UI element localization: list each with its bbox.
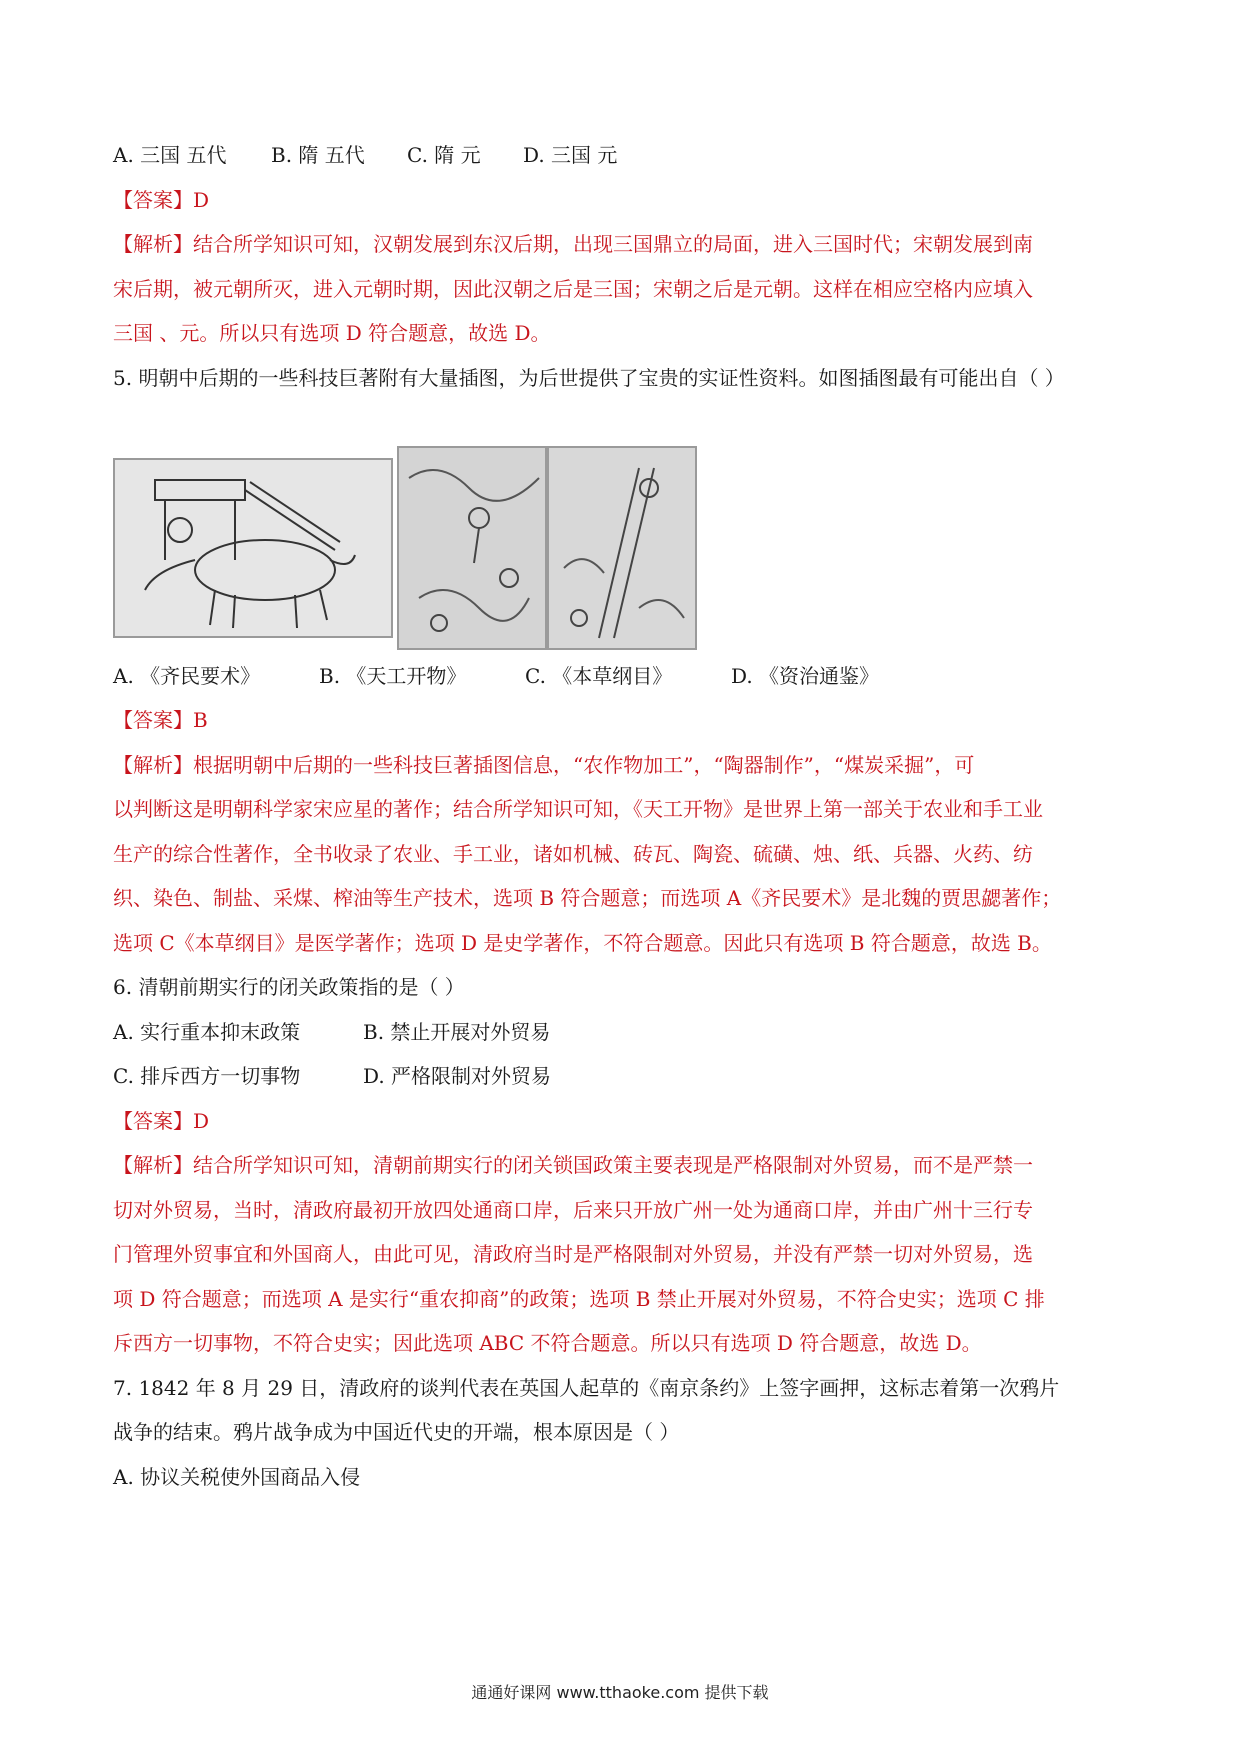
answer-tag: 【答案】 bbox=[113, 188, 193, 212]
q6-options-row2 bbox=[113, 1063, 551, 1089]
analysis-text: 结合所学知识可知，清朝前期实行的闭关锁国政策主要表现是严格限制对外贸易，而不是严禁一 bbox=[193, 1153, 1033, 1177]
q6-analysis-line bbox=[113, 1152, 1033, 1178]
q7-stem-line: 战争的结束。鸦片战争成为中国近代史的开端，根本原因是（ ） bbox=[113, 1420, 680, 1444]
illustration-pottery bbox=[397, 446, 547, 650]
q6-option-a: A. 实行重本抑末政策 bbox=[113, 1020, 301, 1044]
q4-option-c: C. 隋 元 bbox=[407, 143, 481, 167]
illustration-agriculture bbox=[113, 458, 393, 638]
q6-analysis-line: 项 D 符合题意；而选项 A 是实行“重农抑商”的政策；选项 B 禁止开展对外贸易，不符合史实；选项 C 排 bbox=[113, 1287, 1045, 1311]
q5-analysis-line: 生产的综合性著作，全书收录了农业、手工业，诸如机械、砖瓦、陶瓷、硫磺、烛、纸、兵器、火药、纺 bbox=[113, 842, 1033, 866]
analysis-tag: 【解析】 bbox=[113, 232, 193, 256]
q6-stem: 6. 清朝前期实行的闭关政策指的是（ ） bbox=[113, 975, 465, 999]
answer-tag: 【答案】 bbox=[113, 708, 193, 732]
coal-mining-drawing bbox=[549, 448, 695, 648]
q5-answer bbox=[113, 707, 208, 733]
q4-analysis-line: 宋后期，被元朝所灭，进入元朝时期，因此汉朝之后是三国；宋朝之后是元朝。这样在相应空格内应填入 bbox=[113, 277, 1033, 301]
answer-value: D bbox=[193, 1109, 210, 1133]
q5-analysis-line: 以判断这是明朝科学家宋应星的著作；结合所学知识可知，《天工开物》是世界上第一部关于农业和手工业 bbox=[113, 797, 1043, 821]
q5-analysis-line: 织、染色、制盐、采煤、榨油等生产技术，选项 B 符合题意；而选项 A《齐民要术》是北魏的贾思勰著作； bbox=[113, 886, 1062, 910]
q6-analysis-line: 斥西方一切事物，不符合史实；因此选项 ABC 不符合题意。所以只有选项 D 符合题意，故选 D。 bbox=[113, 1331, 982, 1355]
analysis-tag: 【解析】 bbox=[113, 753, 193, 777]
q5-option-c: C. 《本草纲目》 bbox=[525, 664, 673, 688]
q5-option-d: D. 《资治通鉴》 bbox=[731, 664, 880, 688]
q5-option-a: A. 《齐民要术》 bbox=[113, 664, 261, 688]
q5-analysis-line: 选项 C《本草纲目》是医学著作；选项 D 是史学著作，不符合题意。因此只有选项 B 符合题意，故选 B。 bbox=[113, 931, 1052, 955]
q4-answer bbox=[113, 187, 209, 213]
q4-option-a: A. 三国 五代 bbox=[113, 143, 227, 167]
q6-option-d: D. 严格限制对外贸易 bbox=[363, 1064, 552, 1088]
q5-option-b: B. 《天工开物》 bbox=[319, 664, 467, 688]
answer-value: D bbox=[193, 188, 210, 212]
analysis-text: 结合所学知识可知，汉朝发展到东汉后期，出现三国鼎立的局面，进入三国时代；宋朝发展到南 bbox=[193, 232, 1033, 256]
q6-option-b: B. 禁止开展对外贸易 bbox=[363, 1020, 551, 1044]
ox-millstone-drawing bbox=[115, 460, 391, 636]
q6-option-c: C. 排斥西方一切事物 bbox=[113, 1064, 301, 1088]
q5-analysis-line bbox=[113, 752, 974, 778]
analysis-tag: 【解析】 bbox=[113, 1153, 193, 1177]
q6-options-row1 bbox=[113, 1019, 550, 1045]
q4-options bbox=[113, 142, 617, 168]
answer-tag: 【答案】 bbox=[113, 1109, 193, 1133]
pottery-drawing bbox=[399, 448, 545, 648]
q5-illustrations bbox=[113, 446, 693, 646]
q6-analysis-line: 切对外贸易，当时，清政府最初开放四处通商口岸，后来只开放广州一处为通商口岸，并由广州十三行专 bbox=[113, 1198, 1033, 1222]
analysis-text: 根据明朝中后期的一些科技巨著插图信息，“农作物加工”，“陶器制作”，“煤炭采掘”，可 bbox=[193, 753, 975, 777]
q6-answer bbox=[113, 1108, 209, 1134]
page-footer: 通通好课网 www.tthaoke.com 提供下载 bbox=[471, 1683, 769, 1702]
q5-options bbox=[113, 663, 879, 689]
illustration-coal-mining bbox=[547, 446, 697, 650]
q7-option-a: A. 协议关税使外国商品入侵 bbox=[113, 1465, 361, 1489]
q7-stem-line: 7. 1842 年 8 月 29 日，清政府的谈判代表在英国人起草的《南京条约》上签字画押，这标志着第一次鸦片 bbox=[113, 1376, 1060, 1400]
q4-option-d: D. 三国 元 bbox=[523, 143, 618, 167]
q4-option-b: B. 隋 五代 bbox=[271, 143, 365, 167]
q4-analysis-line: 三国 、元。所以只有选项 D 符合题意，故选 D。 bbox=[113, 321, 551, 345]
answer-value: B bbox=[193, 708, 208, 732]
q6-analysis-line: 门管理外贸事宜和外国商人，由此可见，清政府当时是严格限制对外贸易，并没有严禁一切对外贸易，选 bbox=[113, 1242, 1033, 1266]
q5-stem: 5. 明朝中后期的一些科技巨著附有大量插图，为后世提供了宝贵的实证性资料。如图插图最有可能出自（ ） bbox=[113, 366, 1065, 390]
q4-analysis-line bbox=[113, 231, 1033, 257]
